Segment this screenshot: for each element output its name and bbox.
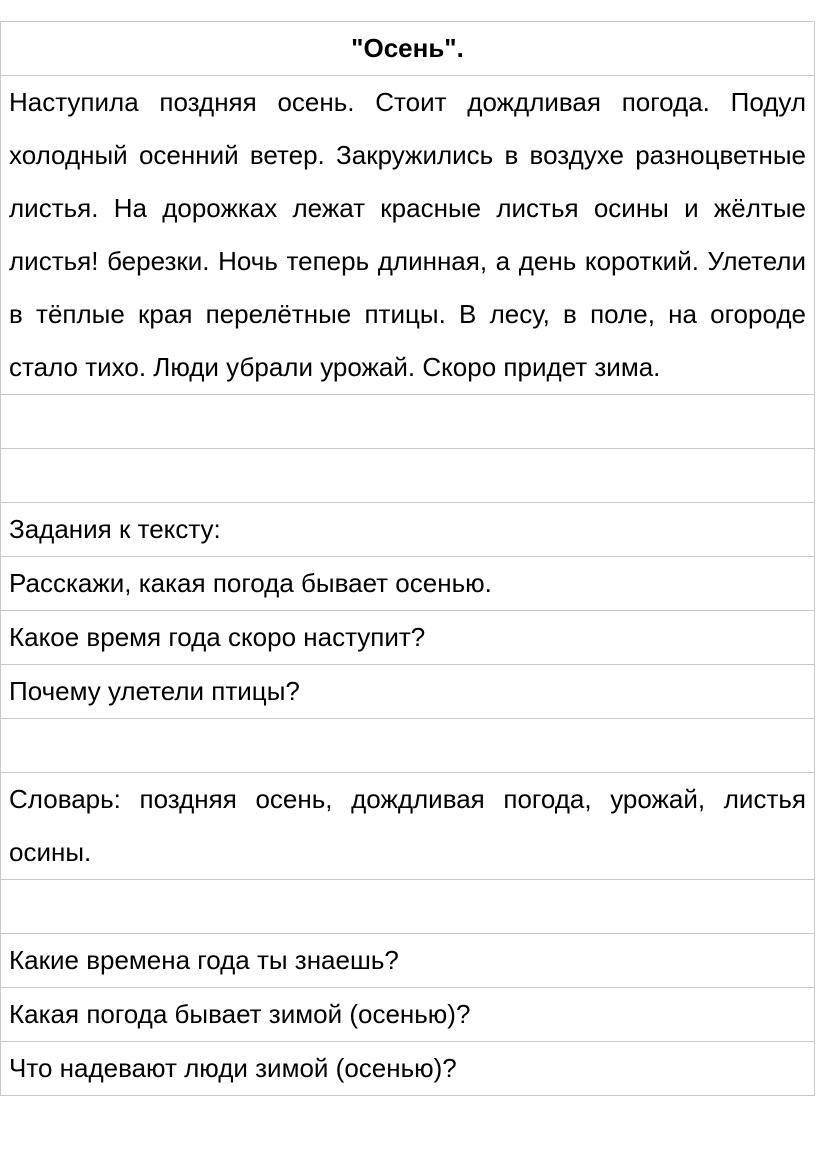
table-row [1, 503, 815, 557]
empty-cell [1, 719, 815, 773]
table-row [1, 665, 815, 719]
question-item: Какая погода бывает зимой (осенью)? [1, 988, 815, 1042]
table-row [1, 611, 815, 665]
table-row [1, 934, 815, 988]
table-row [1, 880, 815, 934]
empty-cell [1, 395, 815, 449]
page-title: "Осень". [1, 22, 815, 76]
table-row [1, 22, 815, 76]
table-row [1, 773, 815, 880]
task-item: Почему улетели птицы? [1, 665, 815, 719]
question-item: Что надевают люди зимой (осенью)? [1, 1042, 815, 1096]
table-row [1, 76, 815, 395]
tasks-heading: Задания к тексту: [1, 503, 815, 557]
empty-cell [1, 449, 815, 503]
table-row [1, 557, 815, 611]
table-row [1, 1042, 815, 1096]
vocabulary-text: Словарь: поздняя осень, дождливая погода, урожай, листья осины. [1, 773, 815, 880]
task-item: Какое время года скоро наступит? [1, 611, 815, 665]
worksheet-table [0, 21, 815, 1096]
empty-cell [1, 880, 815, 934]
task-item: Расскажи, какая погода бывает осенью. [1, 557, 815, 611]
table-row [1, 988, 815, 1042]
table-row [1, 719, 815, 773]
story-text: Наступила поздняя осень. Стоит дождливая погода. Подул холодный осенний ветер. Закружились в воздухе разноцветные листья. На дорожках лежат красные листья осины и жёлтые листья! березки. Ночь теперь длинная, а день короткий. Улетели в тёплые края перелётные птицы. В лесу, в поле, на огороде стало тихо. Люди убрали урожай. Скоро придет зима. [1, 76, 815, 395]
question-item: Какие времена года ты знаешь? [1, 934, 815, 988]
table-row [1, 395, 815, 449]
table-row [1, 449, 815, 503]
